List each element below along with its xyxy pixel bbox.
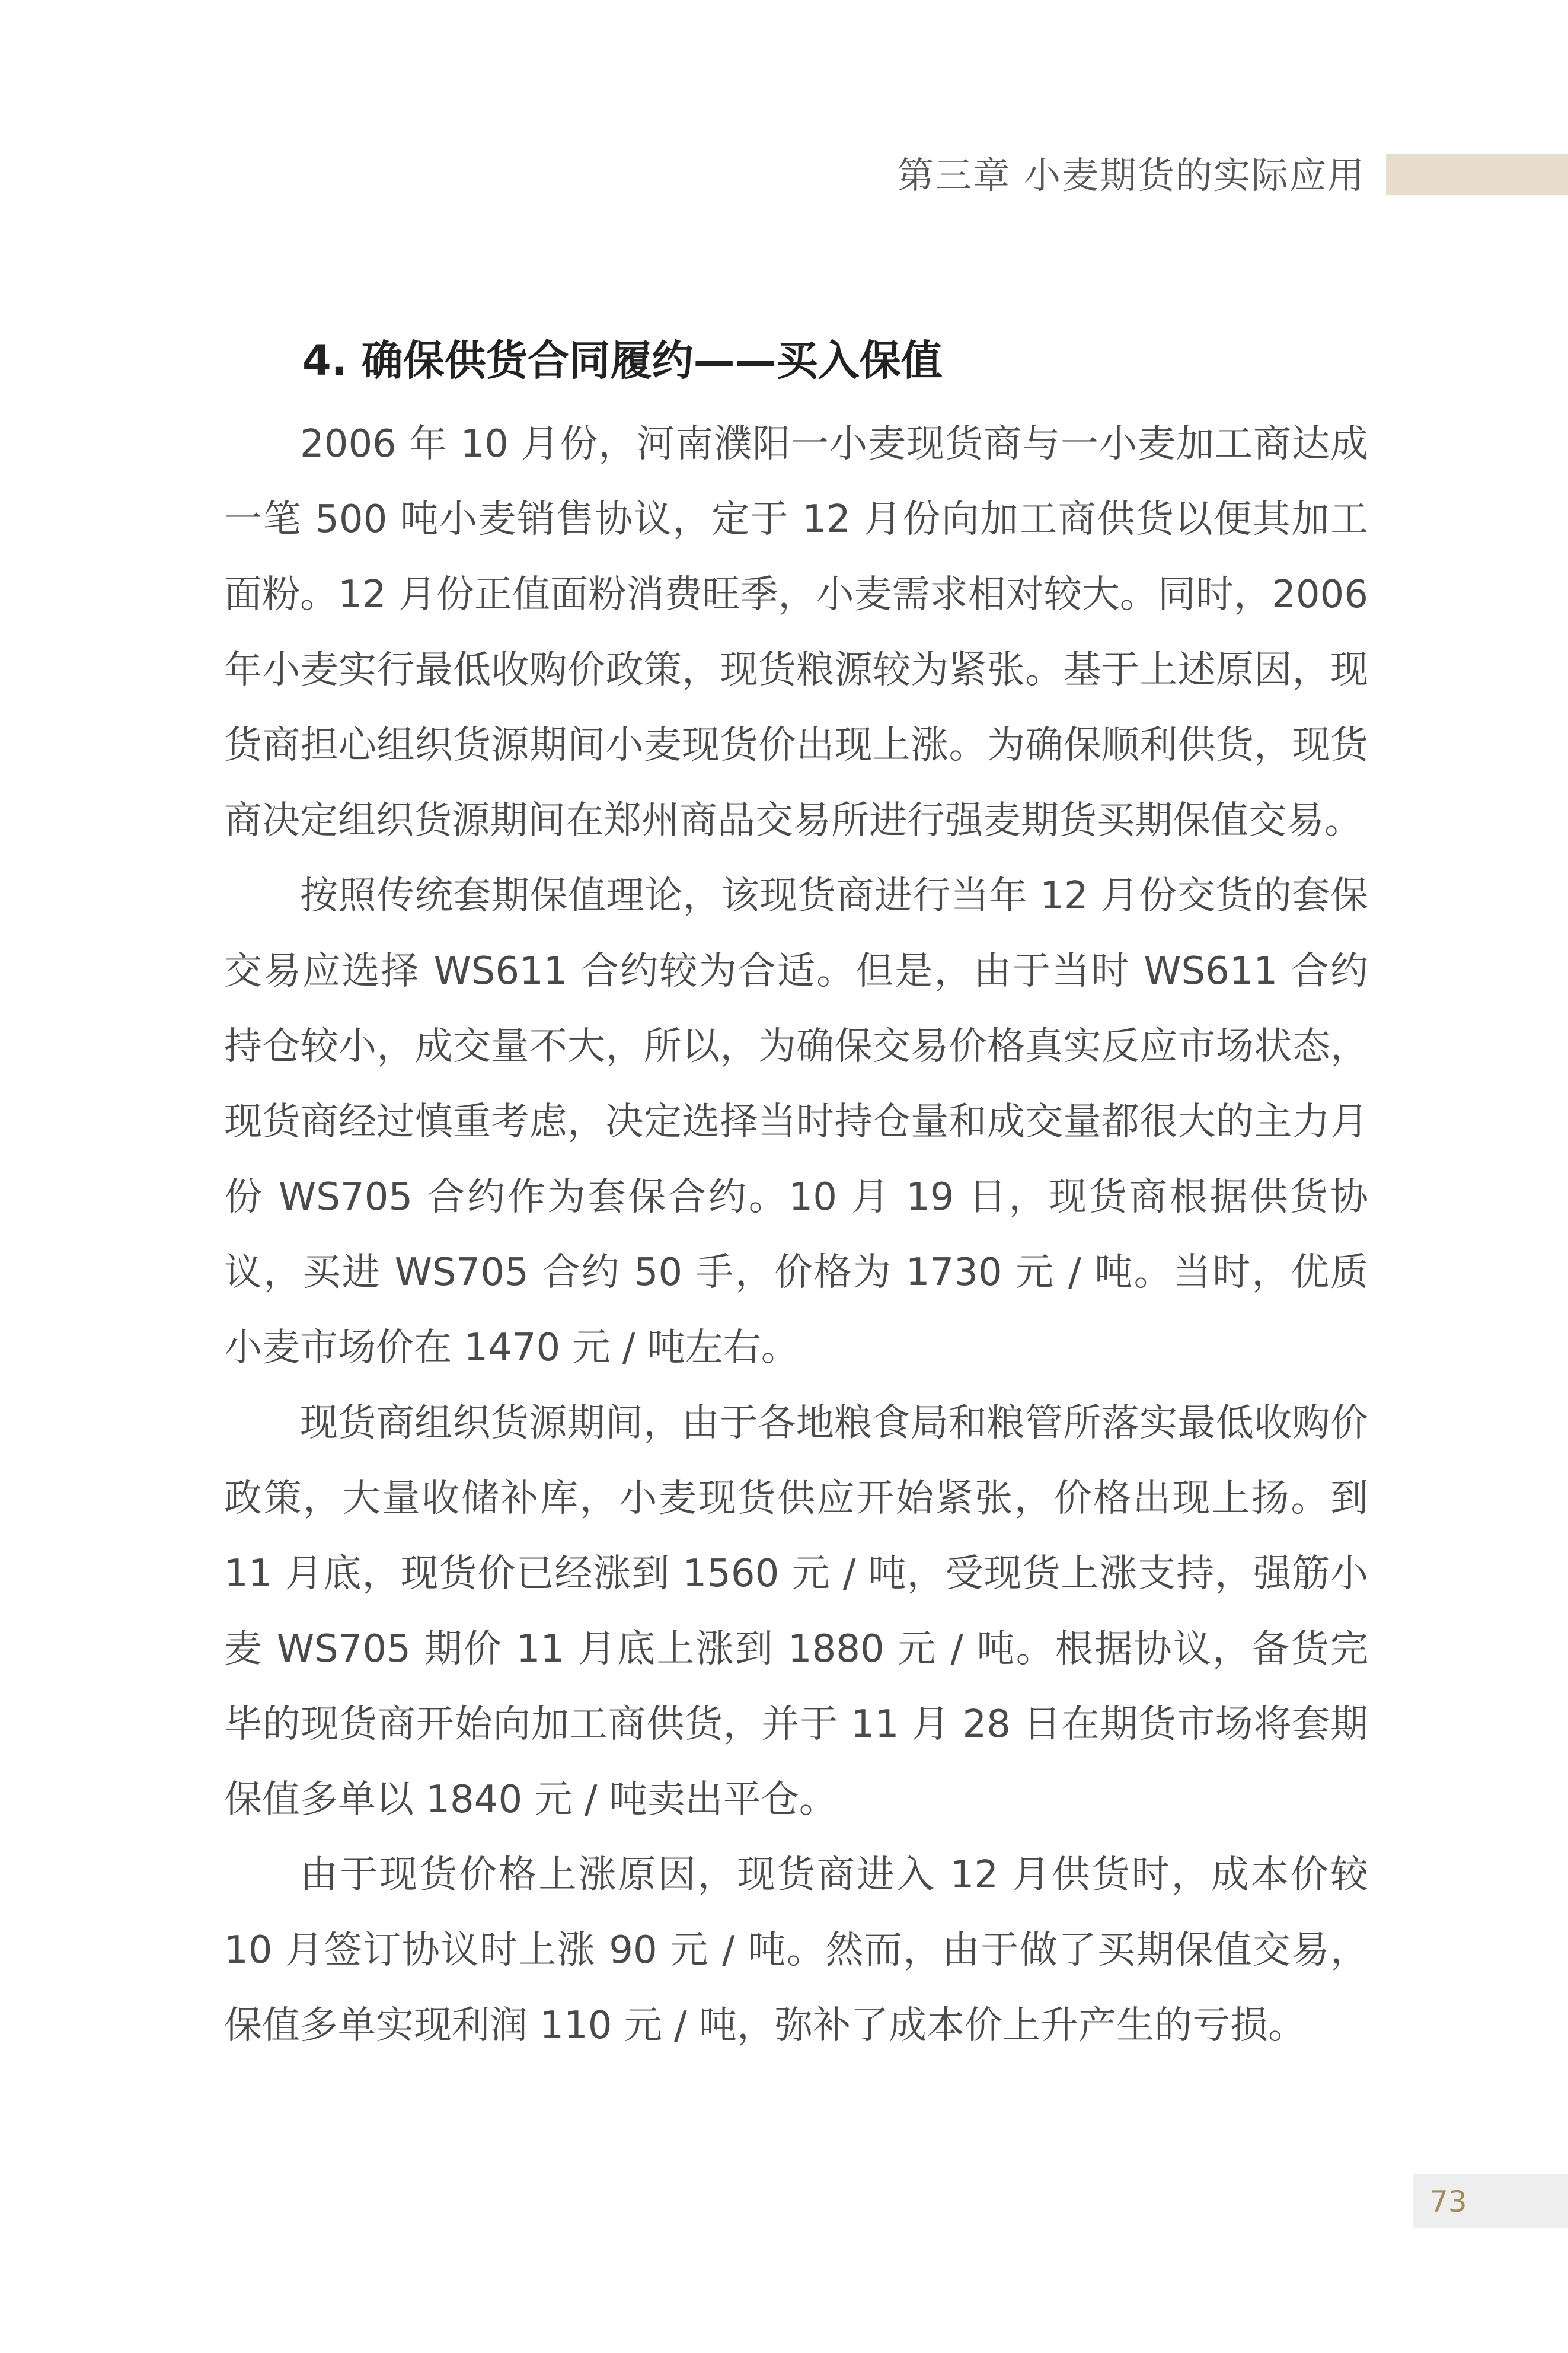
body-text	[224, 407, 1368, 2064]
chapter-accent-bar	[1386, 154, 1568, 195]
section-heading: 4. 确保供货合同履约——买入保值	[302, 336, 943, 385]
page-number: 73	[1429, 2185, 1467, 2219]
paragraph: 由于现货价格上涨原因，现货商进入 12 月供货时，成本价较 10 月签订协议时上涨 90 元 / 吨。然而，由于做了买期保值交易，保值多单实现利润 110 元 / 吨，弥补了成本价上升产生的亏损。	[224, 1853, 1368, 2048]
paragraph: 按照传统套期保值理论，该现货商进行当年 12 月份交货的套保交易应选择 WS611 合约较为合适。但是，由于当时 WS611 合约持仓较小，成交量不大，所以，为确保交易价格真实反应市场状态，现货商经过慎重考虑，决定选择当时持仓量和成交量都很大的主力月份 WS705 合约作为套保合约。10 月 19 日，现货商根据供货协议，买进 WS705 合约 50 手，价格为 1730 元 / 吨。当时，优质小麦市场价在 1470 元 / 吨左右。	[224, 874, 1368, 1370]
paragraph: 现货商组织货源期间，由于各地粮食局和粮管所落实最低收购价政策，大量收储补库，小麦现货供应开始紧张，价格出现上扬。到 11 月底，现货价已经涨到 1560 元 / 吨，受现货上涨支持，强筋小麦 WS705 期价 11 月底上涨到 1880 元 / 吨。根据协议，备货完毕的现货商开始向加工商供货，并于 11 月 28 日在期货市场将套期保值多单以 1840 元 / 吨卖出平仓。	[224, 1401, 1368, 1822]
paragraph: 2006 年 10 月份，河南濮阳一小麦现货商与一小麦加工商达成一笔 500 吨小麦销售协议，定于 12 月份向加工商供货以便其加工面粉。12 月份正值面粉消费旺季，小麦需求相对较大。同时，2006 年小麦实行最低收购价政策，现货粮源较为紧张。基于上述原因，现货商担心组织货源期间小麦现货价出现上涨。为确保顺利供货，现货商决定组织货源期间在郑州商品交易所进行强麦期货买期保值交易。	[224, 422, 1368, 843]
chapter-title: 第三章 小麦期货的实际应用	[897, 154, 1365, 197]
page-number-box	[1413, 2174, 1568, 2228]
